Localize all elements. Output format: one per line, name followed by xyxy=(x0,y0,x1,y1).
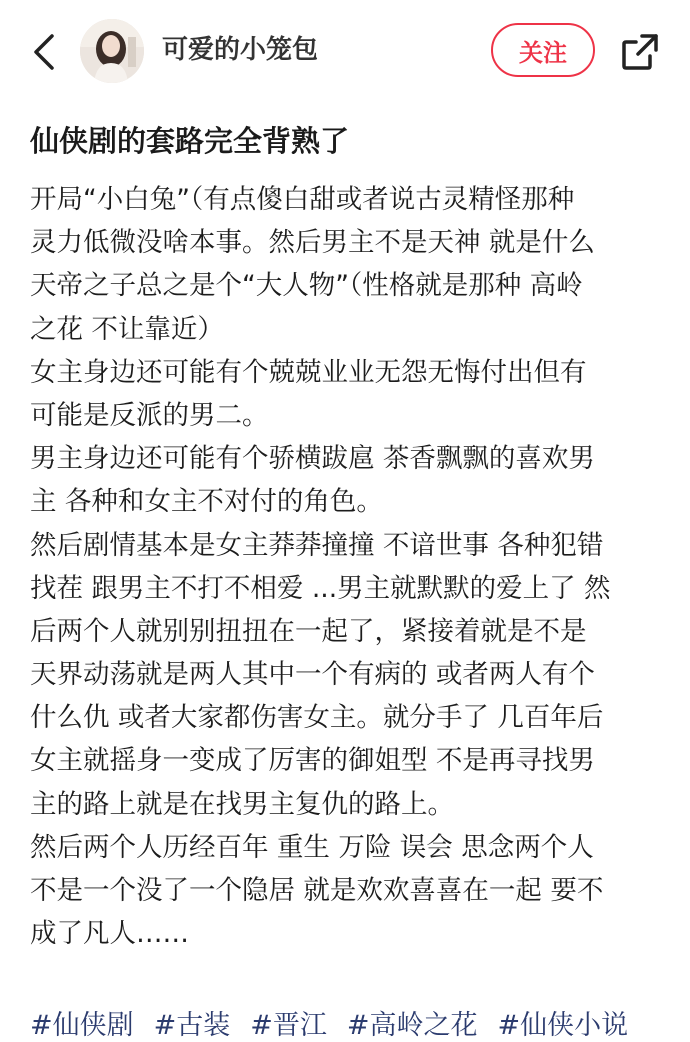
back-button[interactable] xyxy=(22,26,66,78)
tag-link[interactable]: #晋江 xyxy=(250,1010,327,1041)
body-line: 之花 不让靠近） xyxy=(30,313,224,345)
body-line: 开局“小白兔”（有点傻白甜或者说古灵精怪那种 xyxy=(30,184,575,215)
body-line: 后两个人就别别扭扭在一起了，紧接着就是不是 xyxy=(30,615,587,647)
body-line: 然后剧情基本是女主莽莽撞撞 不谙世事 各种犯错 xyxy=(30,529,604,561)
body-line: 成了凡人…… xyxy=(30,918,189,950)
body-line: 主 各种和女主不对付的角色。 xyxy=(30,486,383,518)
tag-link[interactable]: #古装 xyxy=(153,1010,231,1041)
avatar[interactable] xyxy=(80,19,144,83)
avatar-image xyxy=(80,19,144,83)
body-line: 天界动荡就是两人其中一个有病的 或者两人有个 xyxy=(30,659,595,691)
tag-link[interactable]: #仙侠剧 xyxy=(30,1010,134,1041)
body-line: 主的路上就是在找男主复仇的路上。 xyxy=(30,788,454,820)
back-icon xyxy=(32,32,56,72)
body-line: 不是一个没了一个隐居 就是欢欢喜喜在一起 要不 xyxy=(30,875,604,906)
body-line: 找茬 跟男主不打不相爱 ...男主就默默的爱上了 然 xyxy=(30,572,611,604)
post-body xyxy=(30,178,666,955)
body-line: 女主身边还可能有个兢兢业业无怨无悔付出但有 xyxy=(30,356,587,388)
tag-link[interactable]: #高岭之花 xyxy=(346,1010,478,1041)
tag-link[interactable]: #仙侠小说 xyxy=(497,1010,629,1041)
body-line: 男主身边还可能有个骄横跋扈 茶香飘飘的喜欢男 xyxy=(30,443,595,475)
share-button[interactable] xyxy=(616,28,664,76)
post-header xyxy=(0,0,690,104)
tag-list xyxy=(30,1006,628,1042)
author-name[interactable]: 可爱的小笼包 xyxy=(162,35,319,65)
share-icon xyxy=(620,32,660,72)
body-line: 可能是反派的男二。 xyxy=(30,399,269,431)
body-line: 女主就摇身一变成了厉害的御姐型 不是再寻找男 xyxy=(30,745,595,777)
body-line: 然后两个人历经百年 重生 万险 误会 思念两个人 xyxy=(30,831,594,863)
post-title: 仙侠剧的套路完全背熟了 xyxy=(30,124,350,158)
follow-button[interactable]: 关注 xyxy=(491,23,595,77)
body-line: 灵力低微没啥本事。然后男主不是天神 就是什么 xyxy=(30,227,595,259)
body-line: 什么仇 或者大家都伤害女主。就分手了 几百年后 xyxy=(30,702,604,734)
body-line: 天帝之子总之是个“大人物”（性格就是那种 高岭 xyxy=(30,270,583,302)
